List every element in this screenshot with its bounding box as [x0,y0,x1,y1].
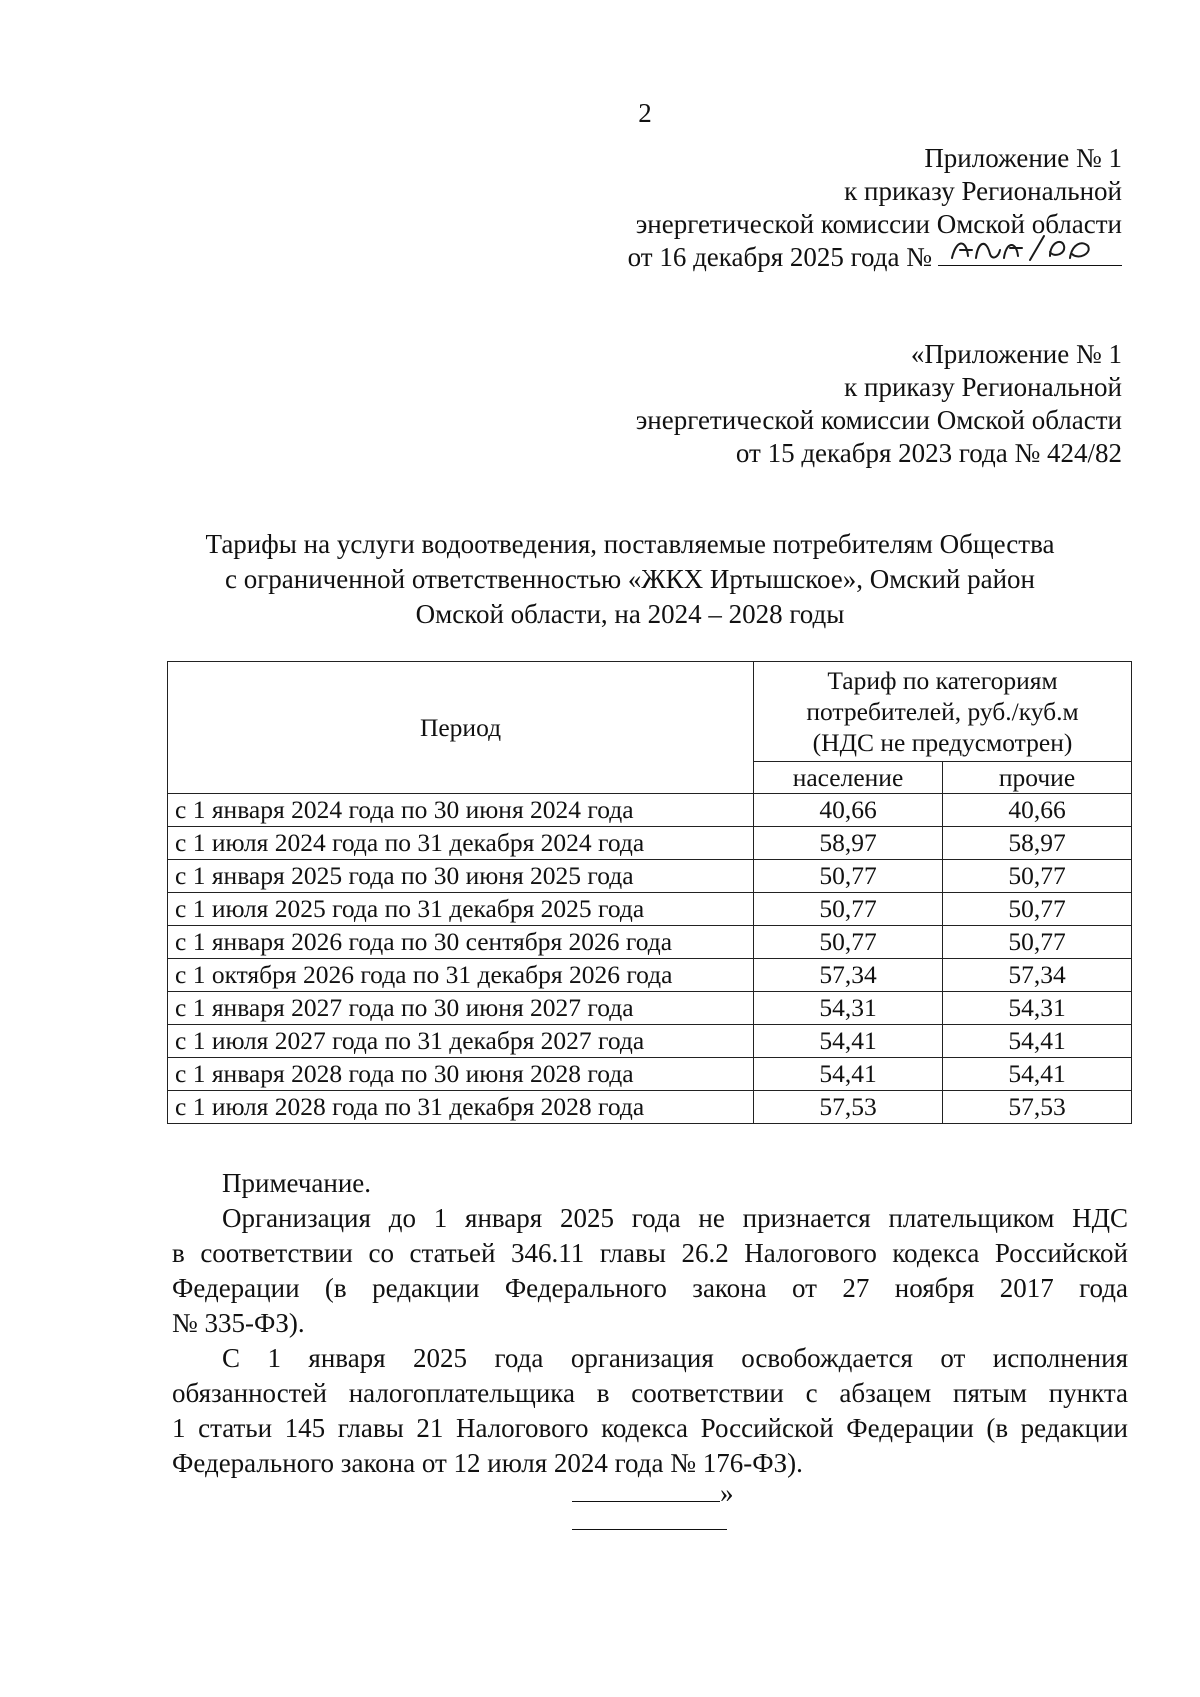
cell-population: 50,77 [754,893,943,926]
note-p1-line: Федерации (в редакции Федерального закона от 27 ноября 2017 года [172,1273,1128,1303]
cell-period: с 1 января 2025 года по 30 июня 2025 года [168,860,754,893]
appendix-previous-block [636,338,1122,470]
cell-population: 54,31 [754,992,943,1025]
appendix-previous-line: к приказу Региональной [844,372,1122,402]
table-row [168,1091,1132,1124]
cell-population: 58,97 [754,827,943,860]
note-p2-line: 1 статьи 145 главы 21 Налогового кодекса Российской Федерации (в редакции [172,1413,1128,1443]
handwritten-order-number [938,241,1122,266]
page-number: 2 [638,98,652,128]
header-period: Период [168,662,754,794]
cell-others: 54,41 [943,1058,1132,1091]
appendix-current-line: энергетической комиссии Омской области [635,209,1122,239]
note-p2-line: Федерального закона от 12 июля 2024 года № 176-ФЗ). [172,1448,803,1478]
table-row [168,926,1132,959]
handwritten-number-signature-icon [946,232,1106,266]
cell-population: 54,41 [754,1058,943,1091]
note-p1-line: № 335-ФЗ). [172,1308,305,1338]
cell-period: с 1 января 2026 года по 30 сентября 2026 года [168,926,754,959]
note-p1-line: в соответствии со статьей 346.11 главы 26.2 Налогового кодекса Российской [172,1238,1128,1268]
header-population: население [754,762,943,794]
appendix-current-line: Приложение № 1 [924,143,1122,173]
cell-others: 57,34 [943,959,1132,992]
cell-others: 50,77 [943,893,1132,926]
table-row [168,959,1132,992]
header-others: прочие [943,762,1132,794]
tariff-table-body [168,794,1132,1124]
cell-population: 50,77 [754,860,943,893]
tariff-table [167,661,1132,1124]
note-p1-line: Организация до 1 января 2025 года не признается плательщиком НДС [222,1203,1128,1233]
note-p2-line: обязанностей налогоплательщика в соответствии с абзацем пятым пункта [172,1378,1128,1408]
title-line: Тарифы на услуги водоотведения, поставляемые потребителям Общества [205,529,1055,559]
cell-others: 58,97 [943,827,1132,860]
cell-period: с 1 июля 2028 года по 31 декабря 2028 года [168,1091,754,1124]
note-heading: Примечание. [222,1168,372,1198]
title-line: с ограниченной ответственностью «ЖКХ Иртышское», Омский район [224,564,1036,594]
table-row [168,1025,1132,1058]
note-section [172,1166,1128,1481]
appendix-current-date-text: от 16 декабря 2025 года № [627,242,932,272]
closing-underline [572,1479,720,1502]
appendix-current-date-line [628,241,1122,274]
header-tariff-line: потребителей, руб./куб.м [806,697,1079,726]
cell-others: 40,66 [943,794,1132,827]
cell-others: 50,77 [943,926,1132,959]
title-line: Омской области, на 2024 – 2028 годы [415,599,845,629]
appendix-previous-line: от 15 декабря 2023 года № 424/82 [735,438,1122,468]
appendix-current-block [628,142,1122,274]
cell-others: 57,53 [943,1091,1132,1124]
note-p2-line: С 1 января 2025 года организация освобождается от исполнения [222,1343,1128,1373]
cell-population: 57,53 [754,1091,943,1124]
final-rule [572,1529,727,1530]
cell-period: с 1 июля 2027 года по 31 декабря 2027 года [168,1025,754,1058]
cell-period: с 1 июля 2024 года по 31 декабря 2024 года [168,827,754,860]
cell-period: с 1 октября 2026 года по 31 декабря 2026 года [168,959,754,992]
cell-population: 50,77 [754,926,943,959]
header-tariff-line: Тариф по категориям [827,666,1058,695]
cell-others: 50,77 [943,860,1132,893]
table-row [168,1058,1132,1091]
appendix-previous-line: энергетической комиссии Омской области [635,405,1122,435]
cell-others: 54,31 [943,992,1132,1025]
table-row [168,893,1132,926]
cell-others: 54,41 [943,1025,1132,1058]
closing-line [572,1478,734,1508]
cell-period: с 1 января 2024 года по 30 июня 2024 года [168,794,754,827]
cell-population: 57,34 [754,959,943,992]
closing-quote: » [720,1478,734,1508]
table-row [168,860,1132,893]
cell-period: с 1 июля 2025 года по 31 декабря 2025 года [168,893,754,926]
cell-population: 54,41 [754,1025,943,1058]
header-tariff [754,662,1132,762]
table-row [168,827,1132,860]
header-tariff-line: (НДС не предусмотрен) [812,728,1073,757]
appendix-current-line: к приказу Региональной [844,176,1122,206]
cell-population: 40,66 [754,794,943,827]
document-title [160,527,1100,632]
cell-period: с 1 января 2027 года по 30 июня 2027 года [168,992,754,1025]
cell-period: с 1 января 2028 года по 30 июня 2028 года [168,1058,754,1091]
table-row [168,992,1132,1025]
table-row [168,794,1132,827]
appendix-previous-line: «Приложение № 1 [910,339,1122,369]
